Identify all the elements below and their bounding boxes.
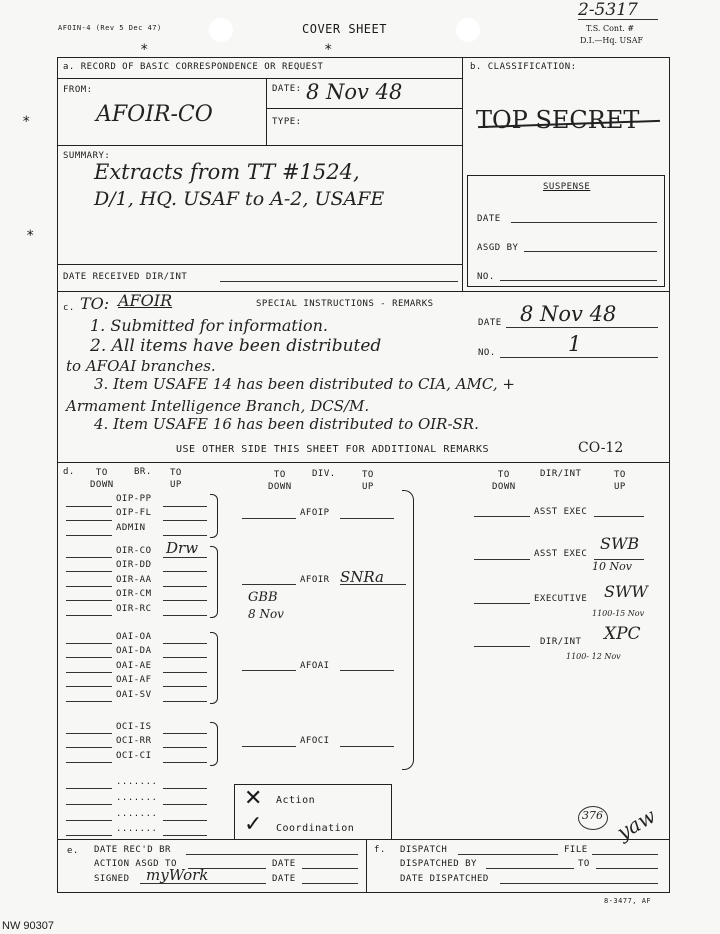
ts-control: T.S. Cont. # [586, 24, 635, 33]
gbb-date: 8 Nov [248, 607, 284, 621]
branch-oci-is: OCI-IS [116, 722, 152, 732]
date-recd-br: DATE REC'D BR [94, 845, 171, 855]
from-value: AFOIR-CO [96, 102, 213, 127]
section-c-footer: USE OTHER SIDE THIS SHEET FOR ADDITIONAL REMARKS [176, 444, 489, 455]
e-date-label-1: DATE [272, 859, 296, 869]
dir-note: 1100- 12 Nov [566, 652, 621, 661]
initials-oir-co: Drw [166, 539, 199, 557]
col-dir: DIR/INT [540, 469, 582, 479]
checkmark-icon: ✓ [244, 812, 263, 837]
archive-id: NW 90307 [2, 920, 54, 932]
remark-line-6: 4. Item USAFE 16 has been distributed to OIR-SR. [94, 415, 479, 433]
dir-executive: EXECUTIVE [534, 594, 588, 604]
division-afoai: AFOAI [300, 661, 330, 671]
suspense-no-label: NO. [477, 272, 495, 282]
date-value: 8 Nov 48 [306, 80, 403, 104]
blank-branch: ....... [116, 777, 158, 787]
remark-line-4: 3. Item USAFE 14 has been distributed to CIA, AMC, + [94, 375, 515, 393]
branch-oir-cm: OIR-CM [116, 589, 152, 599]
special-instructions-heading: SPECIAL INSTRUCTIONS - REMARKS [256, 299, 434, 309]
blank-branch: ....... [116, 809, 158, 819]
branch-oci-ci: OCI-CI [116, 751, 152, 761]
division-afoci: AFOCI [300, 736, 330, 746]
dispatched-by-label: DISPATCHED BY [400, 859, 477, 869]
form-id: AFOIN-4 (Rev 5 Dec 47) [58, 24, 162, 32]
division-afoip: AFOIP [300, 508, 330, 518]
star-mark: * [26, 228, 35, 244]
to-label: TO: [80, 294, 110, 313]
suspense-asgd-label: ASGD BY [477, 243, 519, 253]
dir-mark: XPC [604, 624, 641, 644]
punch-hole [456, 18, 480, 42]
classification-value: TOP SECRET [476, 106, 640, 134]
exec-mark: SWW [604, 582, 648, 601]
branch-oip-pp: OIP-PP [116, 494, 152, 504]
coordination-label: Coordination [276, 823, 355, 834]
branch-oai-sv: OAI-SV [116, 690, 152, 700]
branch-oai-af: OAI-AF [116, 675, 152, 685]
circled-number-text: 376 [582, 809, 603, 822]
initials-afoir: SNRa [340, 568, 384, 586]
date-dispatched-label: DATE DISPATCHED [400, 874, 489, 884]
summary-line-1: Extracts from TT #1524, [94, 160, 360, 184]
col-br: BR. [134, 467, 152, 477]
section-e-prefix: e. [67, 846, 79, 856]
remark-line-1: 1. Submitted for information. [90, 316, 328, 335]
dir-asst-exec-2: ASST EXEC [534, 549, 588, 559]
ae2-date: 10 Nov [592, 560, 632, 573]
col-div: DIV. [312, 469, 336, 479]
remark-line-3: to AFOAI branches. [66, 357, 216, 375]
branch-oai-ae: OAI-AE [116, 661, 152, 671]
ae2-mark: SWB [600, 534, 640, 553]
section-c-prefix: c. [63, 303, 75, 313]
suspense-title: SUSPENSE [543, 182, 591, 192]
date-received-label: DATE RECEIVED DIR/INT [63, 272, 188, 282]
dir-asst-exec-1: ASST EXEC [534, 507, 588, 517]
division-afoir: AFOIR [300, 575, 330, 585]
col-to-up: TO UP [170, 468, 182, 490]
suspense-date-label: DATE [477, 214, 501, 224]
form-number: 8-3477, AF [604, 897, 652, 905]
dispatch-label: DISPATCH [400, 845, 448, 855]
branch-oai-da: OAI-DA [116, 646, 152, 656]
c-no-label: NO. [478, 348, 496, 358]
branch-oir-co: OIR-CO [116, 546, 152, 556]
initials-gbb: GBB [248, 590, 278, 605]
branch-oip-fl: OIP-FL [116, 508, 152, 518]
remark-line-5: Armament Intelligence Branch, DCS/M. [66, 397, 370, 415]
branch-oai-oa: OAI-OA [116, 632, 152, 642]
section-d-prefix: d. [63, 467, 75, 477]
col-div-to-up: TO UP [362, 470, 374, 492]
col-to-down: TO DOWN [90, 468, 114, 490]
f-to-label: TO [578, 859, 590, 869]
e-date-label-2: DATE [272, 874, 296, 884]
from-label: FROM: [63, 85, 93, 95]
blank-branch: ....... [116, 793, 158, 803]
section-f-prefix: f. [374, 845, 386, 855]
star-mark: * [324, 42, 333, 58]
to-value: AFOIR [118, 291, 173, 310]
exec-note: 1100-15 Nov [592, 609, 645, 618]
summary-label: SUMMARY: [63, 151, 111, 161]
punch-hole [209, 18, 233, 42]
signed-label: SIGNED [94, 874, 130, 884]
date-label: DATE: [272, 84, 302, 94]
col-div-to-down: TO DOWN [268, 470, 292, 492]
star-mark: * [22, 114, 31, 130]
branch-oir-dd: OIR-DD [116, 560, 152, 570]
section-c-code: CO-12 [578, 440, 624, 456]
branch-oir-aa: OIR-AA [116, 575, 152, 585]
col-dir-to-down: TO DOWN [492, 470, 516, 492]
action-label: Action [276, 795, 316, 806]
remark-line-2: 2. All items have been distributed [90, 336, 382, 356]
dir-int: DIR/INT [540, 637, 582, 647]
action-asgd-to: ACTION ASGD TO [94, 859, 177, 869]
type-label: TYPE: [272, 117, 302, 127]
x-mark-icon: ✕ [244, 786, 263, 811]
summary-line-2: D/1, HQ. USAF to A-2, USAFE [94, 188, 385, 210]
c-date-label: DATE [478, 318, 502, 328]
star-mark: * [140, 42, 149, 58]
di-hq: D.I.—Hq. USAF [580, 36, 644, 45]
signed-value: myWork [146, 866, 209, 884]
branch-admin: ADMIN [116, 523, 146, 533]
c-no-value: 1 [568, 332, 582, 356]
blank-branch: ....... [116, 824, 158, 834]
doc-number: 2-5317 [578, 0, 638, 20]
col-dir-to-up: TO UP [614, 470, 626, 492]
corner-initials: yaw [612, 803, 660, 845]
section-b-heading: b. CLASSIFICATION: [470, 62, 577, 72]
file-label: FILE [564, 845, 588, 855]
c-date-value: 8 Nov 48 [520, 302, 617, 326]
section-a-heading: a. RECORD OF BASIC CORRESPONDENCE OR REQUEST [63, 62, 324, 72]
page-title: COVER SHEET [302, 22, 387, 36]
branch-oci-rr: OCI-RR [116, 736, 152, 746]
branch-oir-rc: OIR-RC [116, 604, 152, 614]
